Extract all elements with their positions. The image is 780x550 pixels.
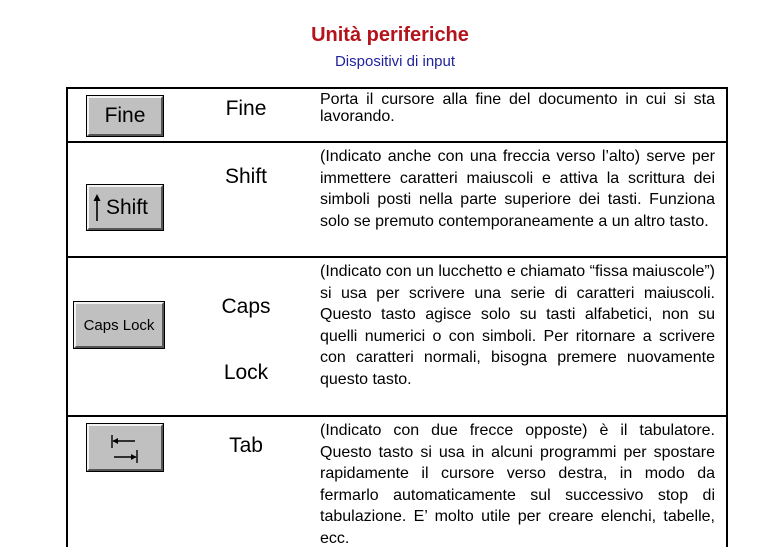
- shift-key-name: Shift: [224, 165, 268, 188]
- tab-key-description: (Indicato con due frecce opposte) è il tabulatore. Questo tasto si usa in alcuni programmi per spostare rapidamente il cursore verso destra, in modo da fermarlo automaticamente sul successivo stop di tabulazione. E’ molto utile per creare elenchi, tabelle, ecc.: [320, 422, 715, 547]
- shift-key: [87, 185, 163, 230]
- grid-line-row3: [66, 415, 728, 417]
- fine-key-name: Fine: [225, 97, 267, 120]
- tab-arrows-icon: [109, 431, 141, 465]
- shift-key-label: Shift: [106, 195, 149, 219]
- fine-key: [87, 96, 163, 136]
- grid-line-row2: [66, 256, 728, 258]
- grid-line-right: [726, 87, 728, 547]
- tab-key: [87, 424, 163, 471]
- page-subtitle: Dispositivi di input: [334, 53, 456, 70]
- caps-key-name-line2: Lock: [223, 361, 269, 384]
- fine-key-label: Fine: [104, 104, 146, 127]
- fine-key-description: Porta il cursore alla fine del documento in cui si sta lavorando.: [320, 91, 715, 125]
- caps-key-name-line1: Caps: [221, 295, 271, 318]
- caps-lock-key: [74, 302, 164, 348]
- up-arrow-icon: [92, 194, 102, 222]
- tab-key-name: Tab: [229, 434, 263, 457]
- grid-line-left: [66, 87, 68, 547]
- grid-line-top: [66, 87, 728, 89]
- caps-lock-key-description: (Indicato con un lucchetto e chiamato “fissa maiuscole”) si usa per scrivere una serie di caratteri maiuscoli. Questo tasto agisce solo su tasti alfabetici, non su quelli numerici o con simboli. Per ritornare a scrivere con caratteri normali, bisogna premere nuovamente questo tasto.: [320, 263, 715, 388]
- caps-lock-key-label: Caps Lock: [83, 316, 155, 334]
- page-title: Unità periferiche: [311, 24, 469, 46]
- shift-key-description: (Indicato anche con una freccia verso l’alto) serve per immettere caratteri maiuscoli e attiva la scrittura dei simboli posti nella parte superiore dei tasti. Funziona solo se premuto contemporaneamente a un altro tasto.: [320, 148, 715, 230]
- grid-line-row1: [66, 141, 728, 143]
